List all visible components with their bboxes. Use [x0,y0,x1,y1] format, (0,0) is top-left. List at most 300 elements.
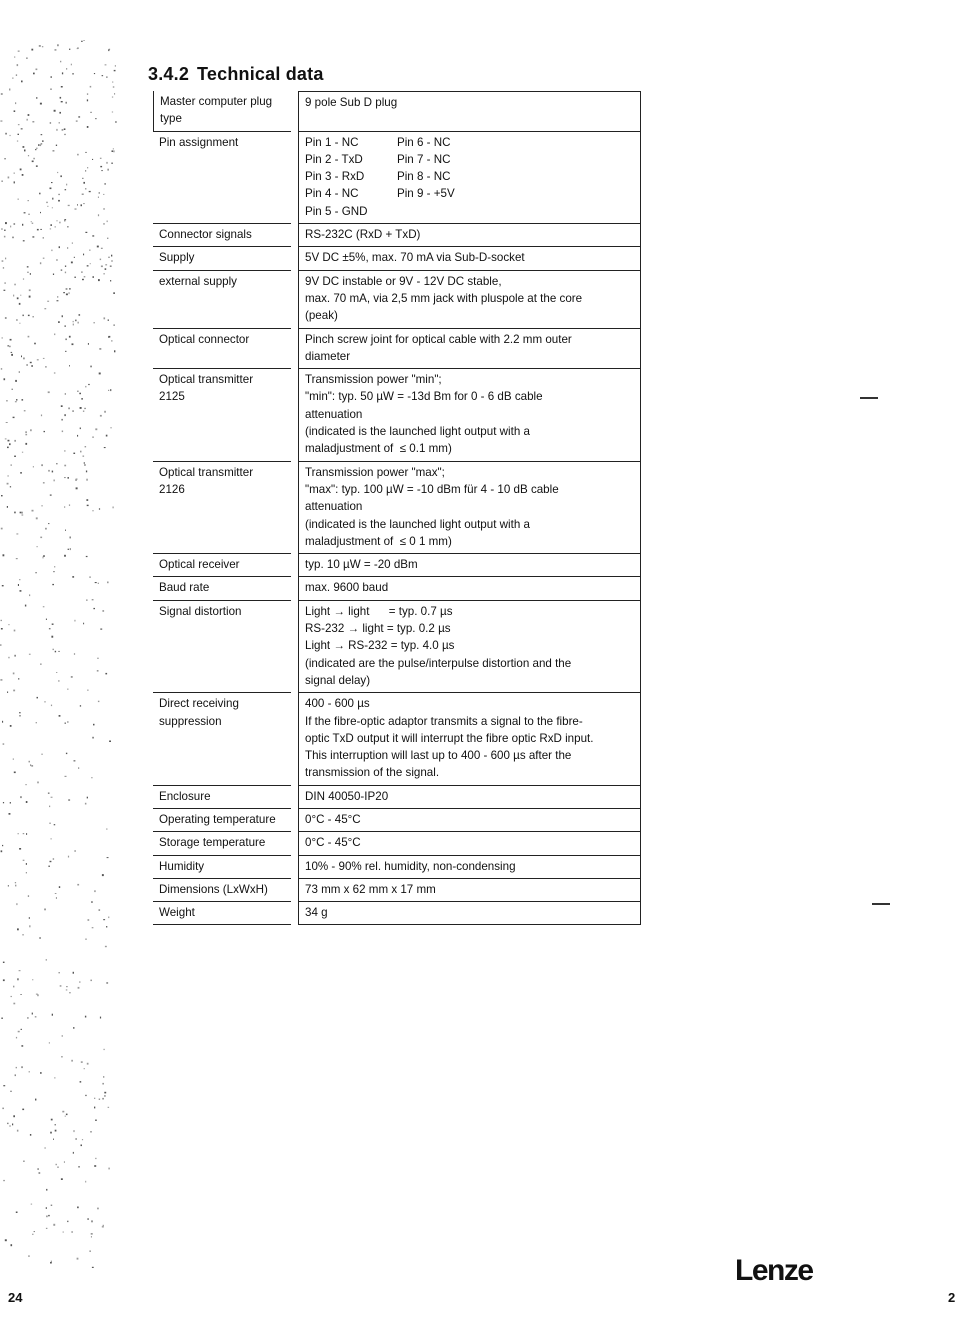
speckle-dot [87,99,88,101]
speckle-dot [22,1109,24,1111]
speckle-dot [50,1132,52,1134]
speckle-dot [37,229,39,231]
pin-entry: Pin 6 - NC [397,135,451,149]
speckle-dot [14,512,16,514]
speckle-dot [102,75,104,76]
speckle-dot [58,651,60,652]
speckle-dot [66,986,68,987]
speckle-dot [113,148,114,149]
spec-value [298,91,641,131]
speckle-dot [75,479,77,481]
spec-label [153,223,291,246]
speckle-dot [24,150,26,152]
speckle-dot [92,737,93,739]
spec-label-line: Operating temperature [159,812,276,826]
speckle-dot [95,1120,97,1121]
speckle-dot [100,166,102,167]
speckle-dot [11,352,13,353]
speckle-dot [102,610,104,612]
speckle-dot [44,701,45,702]
speckle-dot [54,566,55,567]
speckle-dot [112,97,113,98]
speckle-dot [56,145,57,146]
speckle-dot [100,1017,101,1019]
speckle-dot [19,371,20,373]
speckle-dot [93,724,95,726]
speckle-dot [110,427,112,428]
spec-row [153,368,641,460]
speckle-dot [68,549,69,550]
speckle-dot [23,146,25,148]
speckle-dot [50,224,52,226]
speckle-dot [89,1250,91,1252]
column-gap [291,246,298,269]
speckle-dot [41,134,43,135]
speckle-dot [0,644,2,646]
speckle-dot [94,322,95,323]
speckle-dot [60,61,61,63]
speckle-dot [13,1115,15,1117]
speckle-dot [18,134,20,135]
spec-value-line: 73 mm x 62 mm x 17 mm [305,882,436,896]
speckle-dot [70,548,71,550]
spec-row [153,692,641,784]
speckle-dot [29,654,31,655]
speckle-dot [6,400,7,401]
spec-label [153,600,291,692]
speckle-dot [37,782,39,784]
speckle-dot [85,232,87,233]
speckle-dot [64,414,65,416]
speckle-dot [22,174,24,176]
speckle-dot [62,1035,63,1037]
speckle-dot [54,372,56,373]
speckle-dot [105,64,107,65]
column-gap [291,855,298,878]
speckle-dot [104,1095,106,1097]
speckle-dot [98,701,100,702]
speckle-dot [111,260,112,262]
speckle-dot [102,1226,104,1227]
speckle-dot [69,288,70,290]
spec-value-line: transmission of the signal. [305,766,440,780]
speckle-dot [31,1204,32,1205]
speckle-dot [47,206,48,207]
speckle-dot [13,673,15,675]
speckle-dot [49,823,51,824]
speckle-dot [81,1145,83,1147]
speckle-dot [50,228,51,229]
spec-row [153,600,641,692]
speckle-dot [36,165,38,167]
speckle-dot [65,351,66,352]
spec-label-line: external supply [159,274,237,288]
speckle-dot [80,451,82,453]
speckle-dot [103,223,105,224]
speckle-dot [16,1037,17,1039]
spec-value [298,855,641,878]
speckle-dot [98,279,100,281]
scan-noise [0,40,120,1270]
speckle-dot [44,308,46,309]
speckle-dot [81,1061,83,1063]
spec-value-line: (peak) [305,309,338,323]
speckle-dot [61,101,63,102]
speckle-dot [108,257,110,258]
spec-value-line: This interruption will last up to 400 - 600 µs after the [305,749,572,763]
spec-label-line: type [160,112,182,126]
speckle-dot [91,901,92,903]
speckle-dot [85,939,87,940]
speckle-dot [3,267,4,269]
speckle-dot [80,705,81,706]
speckle-dot [40,664,41,665]
speckle-dot [27,119,28,121]
speckle-dot [14,181,15,183]
speckle-dot [79,314,81,316]
speckle-dot [15,882,16,883]
speckle-dot [37,359,39,360]
speckle-dot [53,274,54,276]
speckle-dot [26,57,28,59]
speckle-dot [25,434,27,435]
column-gap [291,461,298,553]
speckle-dot [78,322,79,324]
speckle-dot [113,150,114,152]
speckle-dot [21,512,23,514]
spec-row [153,270,641,328]
spec-value-line: Light → RS-232 = typ. 4.0 µs [305,639,455,653]
speckle-dot [103,1098,104,1100]
speckle-dot [34,343,36,345]
speckle-dot [76,1138,77,1139]
spec-value-line: 9 pole Sub D plug [305,96,398,109]
speckle-dot [69,292,70,294]
speckle-dot [100,415,102,417]
speckle-dot [12,78,14,79]
spec-label [153,270,291,328]
speckle-dot [26,801,28,803]
speckle-dot [57,300,59,301]
speckle-dot [25,784,26,785]
speckle-dot [51,797,53,798]
speckle-dot [29,289,31,291]
speckle-dot [54,824,56,825]
speckle-dot [49,1042,50,1043]
speckle-dot [11,354,13,356]
speckle-dot [32,121,34,123]
speckle-dot [41,464,43,466]
speckle-dot [20,796,22,798]
speckle-dot [103,1225,104,1226]
speckle-dot [18,1031,20,1033]
speckle-dot [10,1091,11,1092]
speckle-dot [59,222,60,224]
speckle-dot [78,767,79,769]
speckle-dot [65,393,66,395]
speckle-dot [8,475,9,476]
speckle-dot [18,199,19,200]
spec-label-line: Weight [159,906,195,920]
speckle-dot [74,760,76,761]
speckle-dot [85,1095,86,1096]
speckle-dot [92,437,94,438]
spec-value-line: 0°C - 45°C [305,812,361,826]
speckle-dot [0,120,2,121]
speckle-dot [73,1027,74,1029]
speckle-dot [69,408,70,410]
speckle-dot [49,628,51,629]
speckle-dot [38,1168,39,1170]
speckle-dot [53,150,55,152]
speckle-dot [33,73,35,75]
speckle-dot [37,697,39,699]
speckle-dot [90,112,92,113]
speckle-dot [15,1074,16,1076]
speckle-dot [56,129,57,131]
speckle-dot [83,254,84,256]
speckle-dot [16,1212,18,1214]
speckle-dot [67,689,68,690]
speckle-dot [27,272,29,273]
speckle-dot [72,242,73,243]
spec-value [298,808,641,831]
speckle-dot [31,49,33,51]
speckle-dot [62,129,64,131]
speckle-dot [30,1134,31,1136]
speckle-dot [26,872,27,873]
speckle-dot [9,89,10,91]
speckle-dot [90,86,92,88]
speckle-dot [28,315,30,316]
spec-value-line: Pinch screw joint for optical cable with 2.2 mm outer [305,332,572,346]
speckle-dot [64,1161,65,1163]
speckle-dot [71,64,72,66]
speckle-dot [41,754,42,755]
speckle-dot [88,343,89,345]
speckle-dot [88,384,90,385]
spec-label-line: Master computer plug [160,95,273,108]
speckle-dot [60,97,62,99]
speckle-dot [68,799,70,801]
speckle-dot [83,411,84,412]
spec-label [153,576,291,599]
speckle-dot [59,112,61,114]
speckle-dot [107,582,109,584]
speckle-dot [107,221,108,223]
speckle-dot [43,358,45,359]
speckle-dot [101,248,103,249]
speckle-dot [72,576,74,578]
speckle-dot [58,200,60,202]
column-gap [291,270,298,328]
speckle-dot [62,419,63,421]
spec-label-line: Direct receiving [159,697,239,711]
speckle-dot [2,585,4,586]
speckle-dot [67,721,69,722]
speckle-dot [80,428,81,430]
speckle-dot [1,850,3,852]
spec-label [153,131,291,223]
speckle-dot [69,49,70,50]
spec-label [153,808,291,831]
section-title: Technical data [197,64,324,84]
speckle-dot [92,235,94,236]
speckle-dot [68,477,69,479]
speckle-dot [1,495,3,496]
spec-label-line: Dimensions (LxWxH) [159,882,268,896]
speckle-dot [61,405,63,407]
margin-mark [872,903,890,905]
spec-value-line: maladjustment of ≤ 0.1 mm) [305,442,452,456]
spec-label-line: Humidity [159,859,205,873]
spec-value-line: max. 70 mA, via 2,5 mm jack with pluspole at the core [305,291,583,305]
speckle-dot [64,128,66,130]
speckle-dot [77,154,79,156]
speckle-dot [54,1077,55,1078]
speckle-dot [15,440,16,442]
speckle-dot [87,797,88,799]
spec-label [153,91,291,131]
spec-row [153,808,641,831]
speckle-dot [6,422,8,423]
speckle-dot [105,264,107,265]
speckle-dot [97,246,99,248]
speckle-dot [54,334,55,336]
speckle-dot [61,86,63,88]
speckle-dot [65,723,67,724]
spec-label [153,692,291,784]
speckle-dot [98,197,99,199]
speckle-dot [73,324,74,326]
spec-value-line: RS-232C (RxD + TxD) [305,228,421,242]
speckle-dot [11,464,12,465]
speckle-dot [15,401,17,402]
speckle-dot [1,620,3,621]
speckle-dot [71,1060,73,1062]
pin-entry: Pin 5 - GND [305,204,368,218]
speckle-dot [60,175,62,177]
speckle-dot [98,214,99,216]
spec-row [153,785,641,808]
speckle-dot [76,487,78,489]
speckle-dot [32,1013,33,1015]
speckle-dot [104,317,106,319]
speckle-dot [92,510,93,511]
spec-value-line: optic TxD output it will interrupt the fibre optic RxD input. [305,731,594,745]
speckle-dot [110,389,111,391]
speckle-dot [39,45,41,46]
speckle-dot [90,980,92,982]
speckle-dot [106,435,108,437]
speckle-dot [104,1049,105,1050]
speckle-dot [16,319,18,321]
speckle-dot [19,579,21,580]
speckle-dot [103,1076,104,1078]
speckle-dot [66,102,67,104]
spec-value [298,831,641,854]
speckle-dot [94,1098,95,1099]
speckle-dot [100,259,101,261]
speckle-dot [87,505,89,506]
speckle-dot [13,1003,15,1005]
speckle-dot [108,169,109,171]
speckle-dot [14,284,16,286]
speckle-dot [32,510,34,512]
speckle-dot [18,51,20,52]
column-gap [291,878,298,901]
speckle-dot [97,670,99,672]
speckle-dot [36,994,38,995]
speckle-dot [87,1218,88,1220]
speckle-dot [51,1261,52,1262]
speckle-dot [92,599,94,600]
speckle-dot [76,120,78,121]
spec-label-line: Storage temperature [159,836,266,850]
spec-label-line: 2126 [159,482,185,496]
speckle-dot [19,848,21,850]
speckle-dot [33,158,35,160]
speckle-dot [84,462,85,463]
speckle-dot [3,554,5,556]
speckle-dot [56,259,58,261]
column-gap [291,131,298,223]
speckle-dot [23,358,24,360]
speckle-dot [75,320,76,322]
speckle-dot [2,181,3,182]
speckle-dot [21,1029,22,1030]
speckle-dot [53,571,55,572]
speckle-dot [100,158,102,159]
spec-label [153,328,291,369]
speckle-dot [17,297,19,299]
speckle-dot [78,1166,80,1167]
speckle-dot [86,471,87,473]
speckle-dot [112,82,113,83]
speckle-dot [112,150,114,152]
speckle-dot [37,546,38,547]
speckle-dot [73,1130,74,1132]
speckle-dot [53,649,54,650]
speckle-dot [83,623,84,625]
speckle-dot [108,390,109,391]
speckle-dot [31,221,32,222]
speckle-dot [105,268,107,270]
speckle-dot [101,266,103,268]
speckle-dot [13,417,15,418]
speckle-dot [86,556,88,557]
speckle-dot [3,1180,5,1181]
speckle-dot [106,982,108,984]
speckle-dot [104,183,106,185]
speckle-dot [2,1108,4,1110]
speckle-dot [77,204,78,205]
spec-label-line: Signal distortion [159,604,242,618]
speckle-dot [45,366,47,368]
speckle-dot [83,182,85,184]
speckle-dot [46,1189,47,1191]
speckle-dot [40,144,41,146]
speckle-dot [94,1165,96,1167]
speckle-dot [87,1063,89,1065]
column-gap [291,808,298,831]
speckle-dot [66,989,68,990]
speckle-dot [79,981,80,982]
spec-value-line: (indicated is the launched light output with a [305,517,530,531]
spec-value-line: Transmission power "max"; [305,465,445,479]
speckle-dot [4,378,6,380]
column-gap [291,600,298,692]
